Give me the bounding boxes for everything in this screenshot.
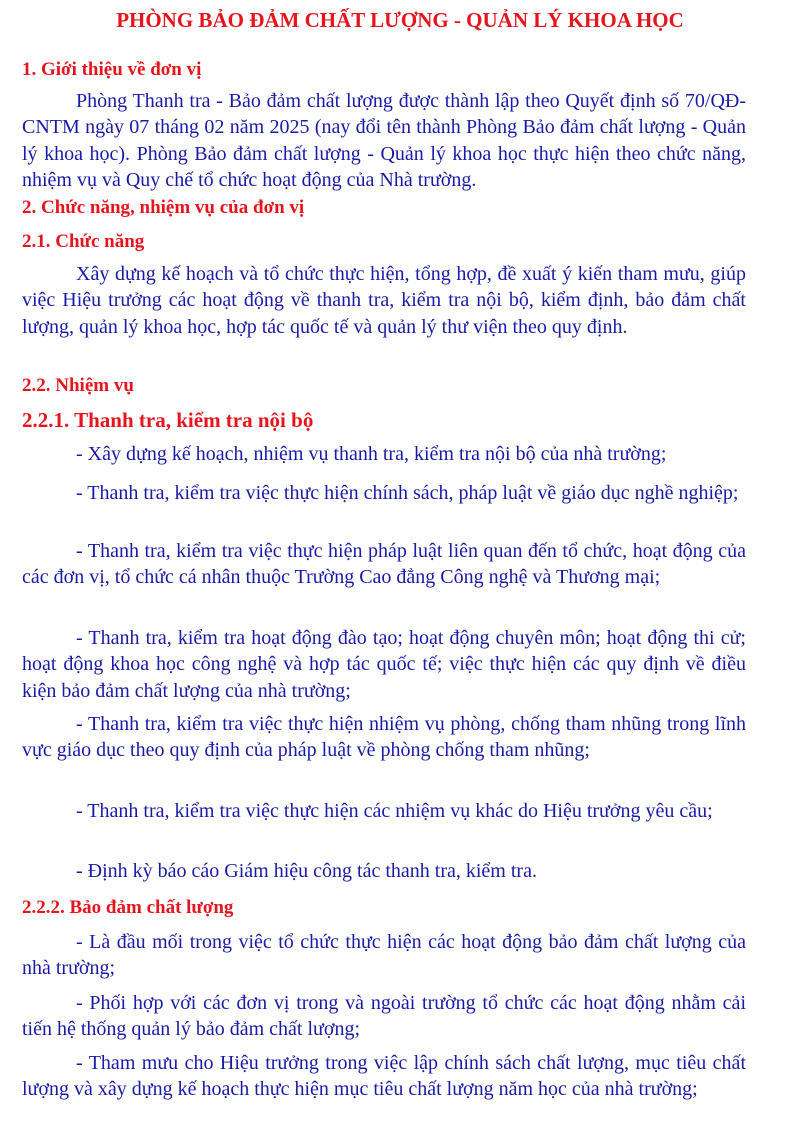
quality-item: - Là đầu mối trong việc tổ chức thực hiện các hoạt động bảo đảm chất lượng của nhà trường;: [22, 931, 746, 980]
section-heading-intro: 1. Giới thiệu về đơn vị: [22, 59, 202, 80]
quality-item: - Phối hợp với các đơn vị trong và ngoài trường tổ chức các hoạt động nhằm cải tiến hệ thống quản lý bảo đảm chất lượng;: [22, 992, 746, 1041]
section-heading-inspection: 2.2.1. Thanh tra, kiểm tra nội bộ: [22, 408, 314, 432]
section-heading-functions-duties: 2. Chức năng, nhiệm vụ của đơn vị: [22, 197, 305, 218]
section-heading-duties: 2.2. Nhiệm vụ: [22, 375, 134, 396]
section-heading-quality-assurance: 2.2.2. Bảo đảm chất lượng: [22, 897, 234, 918]
inspection-item: - Thanh tra, kiểm tra việc thực hiện chính sách, pháp luật về giáo dục nghề nghiệp;: [76, 482, 739, 504]
inspection-item: - Thanh tra, kiểm tra hoạt động đào tạo; hoạt động chuyên môn; hoạt động thi cử; hoạt động khoa học công nghệ và hợp tác quốc tế; việc thực hiện các quy định về điều kiện bảo đảm chất lượng của nhà trường;: [22, 627, 746, 702]
document-title: PHÒNG BẢO ĐẢM CHẤT LƯỢNG - QUẢN LÝ KHOA HỌC: [116, 8, 684, 32]
section-functions-paragraph: Xây dựng kế hoạch và tổ chức thực hiện, tổng hợp, đề xuất ý kiến tham mưu, giúp việc Hiệu trưởng các hoạt động về thanh tra, kiểm tra nội bộ, kiểm định, bảo đảm chất lượng, quản lý khoa học, hợp tác quốc tế và quản lý thư viện theo quy định.: [22, 263, 746, 338]
inspection-item: - Xây dựng kế hoạch, nhiệm vụ thanh tra, kiểm tra nội bộ của nhà trường;: [76, 443, 667, 465]
inspection-item: - Thanh tra, kiểm tra việc thực hiện pháp luật liên quan đến tổ chức, hoạt động của các đơn vị, tổ chức cá nhân thuộc Trường Cao đẳng Công nghệ và Thương mại;: [22, 540, 746, 589]
quality-item: - Tham mưu cho Hiệu trưởng trong việc lập chính sách chất lượng, mục tiêu chất lượng và xây dựng kế hoạch thực hiện mục tiêu chất lượng năm học của nhà trường;: [22, 1052, 746, 1101]
section-intro-paragraph: Phòng Thanh tra - Bảo đảm chất lượng được thành lập theo Quyết định số 70/QĐ-CNTM ngày 07 tháng 02 năm 2025 (nay đổi tên thành Phòng Bảo đảm chất lượng - Quản lý khoa học). Phòng Bảo đảm chất lượng - Quản lý khoa học thực hiện theo chức năng, nhiệm vụ và Quy chế tổ chức hoạt động của Nhà trường.: [22, 90, 746, 192]
inspection-item: - Thanh tra, kiểm tra việc thực hiện các nhiệm vụ khác do Hiệu trưởng yêu cầu;: [76, 800, 713, 822]
section-heading-functions: 2.1. Chức năng: [22, 231, 145, 252]
inspection-item: - Định kỳ báo cáo Giám hiệu công tác thanh tra, kiểm tra.: [76, 860, 537, 882]
inspection-item: - Thanh tra, kiểm tra việc thực hiện nhiệm vụ phòng, chống tham nhũng trong lĩnh vực giáo dục theo quy định của pháp luật về phòng chống tham nhũng;: [22, 713, 746, 762]
